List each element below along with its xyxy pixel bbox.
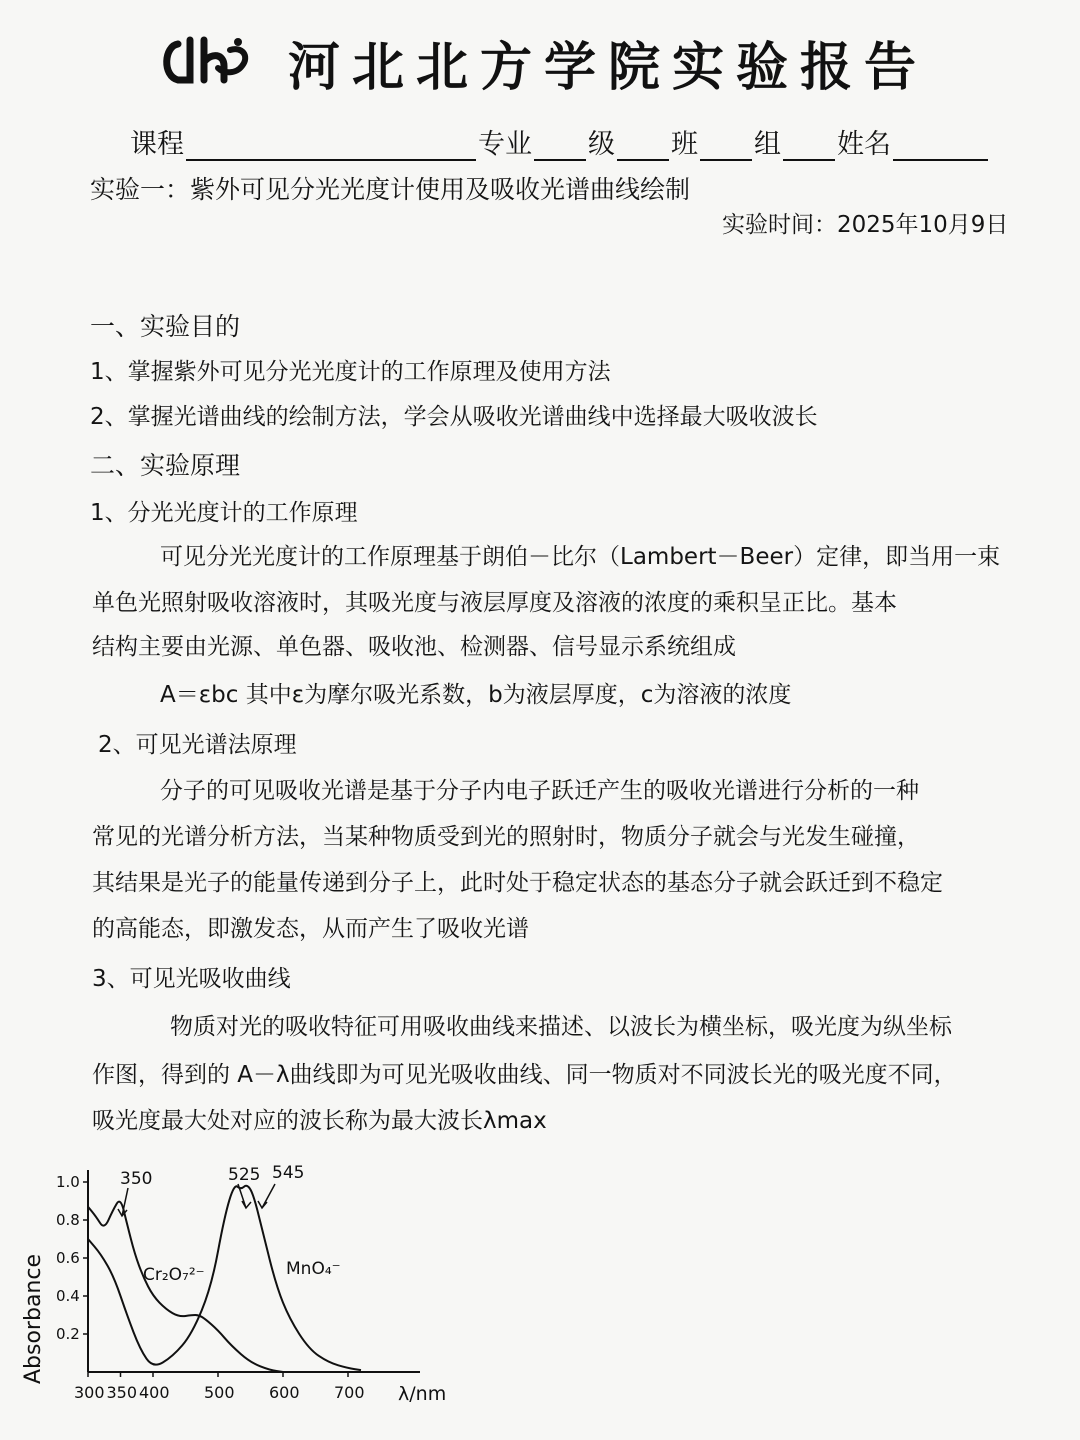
paragraph-line: 结构主要由光源、单色器、吸收池、检测器、信号显示系统组成 [92, 634, 736, 660]
peak-wavelength-label: 350 [120, 1169, 153, 1189]
section-heading-objectives: 一、实验目的 [90, 312, 241, 341]
paragraph-line: 可见分光光度计的工作原理基于朗伯－比尔（Lambert－Beer）定律，即当用一束 [160, 544, 1001, 570]
paragraph-line: 其结果是光子的能量传递到分子上，此时处于稳定状态的基态分子就会跃迁到不稳定 [92, 870, 943, 896]
peak-wavelength-label: 525 [228, 1165, 261, 1185]
subheading-absorption-curve: 3、可见光吸收曲线 [92, 966, 291, 992]
paragraph-line: 的高能态，即激发态，从而产生了吸收光谱 [92, 916, 529, 942]
peak-arrow [262, 1184, 275, 1208]
y-tick-label: 0.8 [56, 1211, 80, 1229]
x-tick-label: 600 [269, 1383, 300, 1402]
series-label-dichromate: Cr₂O₇²⁻ [143, 1265, 205, 1285]
objective-item-2: 2、掌握光谱曲线的绘制方法，学会从吸收光谱曲线中选择最大吸收波长 [90, 404, 818, 430]
y-axis-label: Absorbance [21, 1253, 46, 1384]
paragraph-line: 常见的光谱分析方法，当某种物质受到光的照射时，物质分子就会与光发生碰撞， [92, 824, 920, 850]
paragraph-line: 作图，得到的 A－λ曲线即为可见光吸收曲线、同一物质对不同波长光的吸光度不同， [92, 1062, 957, 1088]
subheading-visible-spectroscopy: 2、可见光谱法原理 [98, 732, 297, 758]
section-heading-principles: 二、实验原理 [90, 451, 241, 480]
class-label: 班 [671, 129, 698, 160]
paragraph-line: 吸光度最大处对应的波长称为最大波长λmax [92, 1108, 547, 1134]
group-label: 组 [754, 129, 781, 160]
name-blank [893, 129, 988, 161]
x-tick-label: 500 [204, 1383, 235, 1402]
x-tick-label: 300 [74, 1383, 105, 1402]
series-label-permanganate: MnO₄⁻ [286, 1259, 341, 1279]
course-info-row [130, 122, 1010, 161]
report-title: 河北北方学院实验报告 [288, 36, 929, 98]
paragraph-line: 单色光照射吸收溶液时，其吸光度与液层厚度及溶液的浓度的乘积呈正比。基本 [92, 590, 897, 616]
grade-label: 级 [588, 129, 615, 160]
major-blank [534, 129, 586, 161]
beer-lambert-formula: A＝εbc 其中ε为摩尔吸光系数，b为液层厚度，c为溶液的浓度 [160, 682, 792, 708]
grade-blank [617, 129, 669, 161]
paragraph-line: 分子的可见吸收光谱是基于分子内电子跃迁产生的吸收光谱进行分析的一种 [160, 778, 919, 804]
absorption-spectrum-chart [0, 1148, 480, 1440]
y-tick-label: 0.2 [56, 1325, 80, 1343]
y-tick-label: 0.6 [56, 1249, 80, 1267]
x-tick-label: 400 [139, 1383, 170, 1402]
peak-wavelength-label: 545 [272, 1163, 305, 1183]
group-blank [783, 129, 835, 161]
course-blank [186, 129, 476, 161]
name-label: 姓名 [837, 129, 891, 160]
experiment-title: 实验一：紫外可见分光光度计使用及吸收光谱曲线绘制 [90, 175, 691, 204]
x-tick-label: 350 [106, 1383, 138, 1402]
class-blank [700, 129, 752, 161]
course-label: 课程 [130, 129, 184, 160]
report-header [160, 22, 928, 102]
paragraph-line: 物质对光的吸收特征可用吸收曲线来描述、以波长为横坐标，吸光度为纵坐标 [170, 1014, 952, 1040]
y-tick-label: 1.0 [56, 1173, 80, 1191]
x-tick-label: 700 [334, 1383, 365, 1402]
subheading-spectrophotometer: 1、分光光度计的工作原理 [90, 500, 358, 526]
x-axis-label: λ/nm [398, 1383, 447, 1405]
experiment-time: 实验时间：2025年10月9日 [722, 212, 1009, 238]
college-logo [160, 32, 250, 92]
peak-arrowhead [242, 1201, 251, 1208]
major-label: 专业 [478, 129, 532, 160]
objective-item-1: 1、掌握紫外可见分光光度计的工作原理及使用方法 [90, 359, 611, 385]
y-tick-label: 0.4 [56, 1287, 80, 1305]
